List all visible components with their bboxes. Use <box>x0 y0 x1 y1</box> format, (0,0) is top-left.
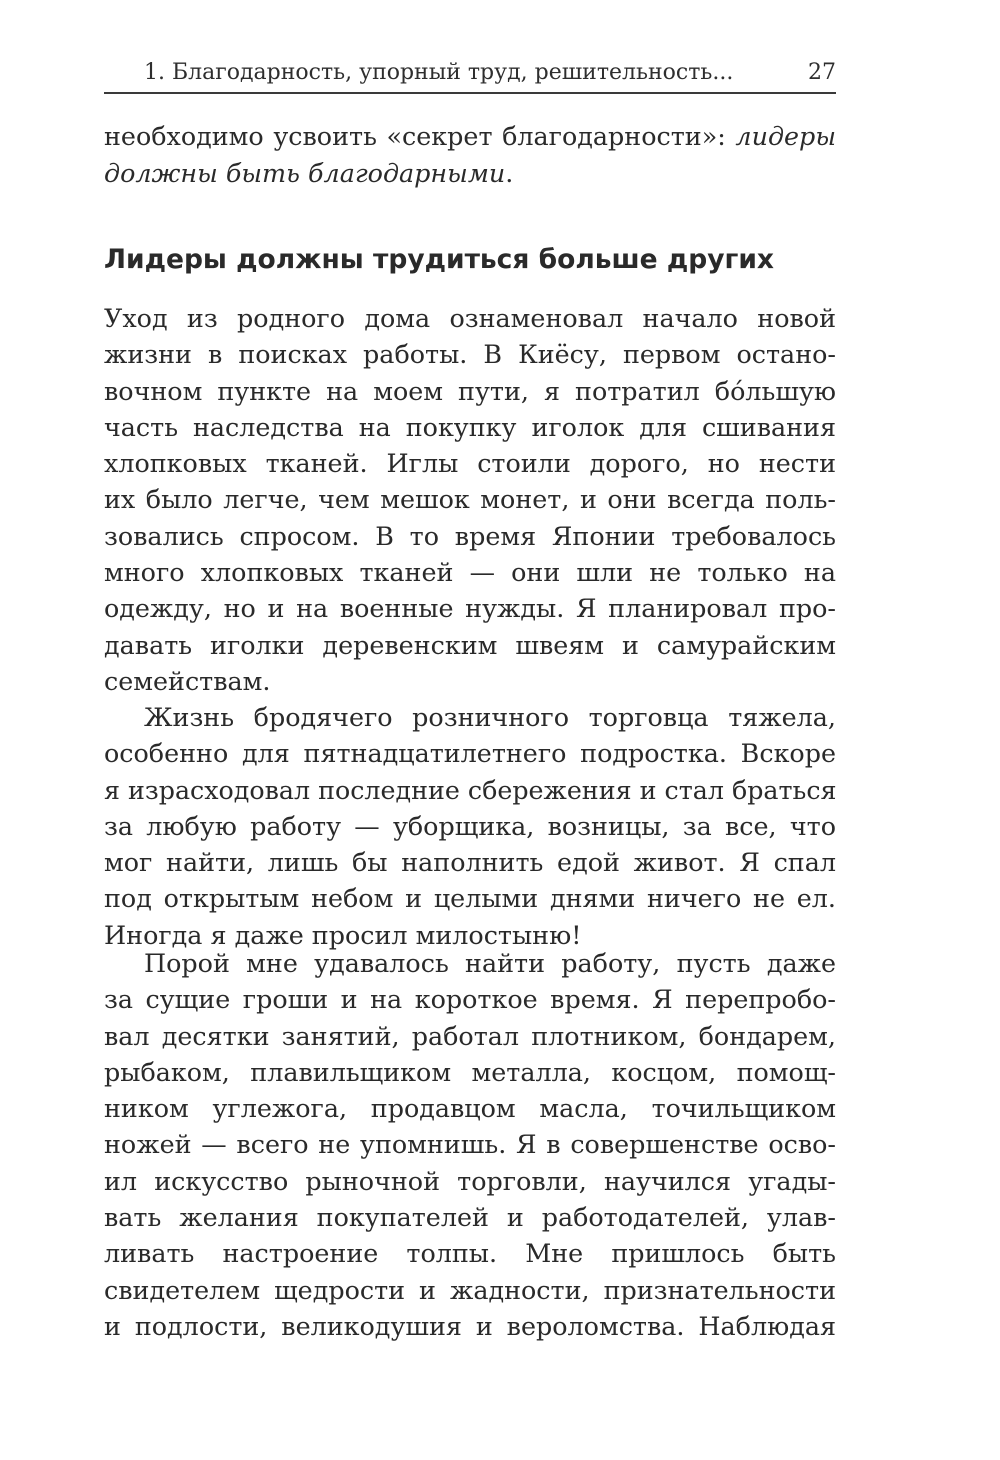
text-line: и подлости, великодушия и вероломства. Наблюдая <box>104 1310 836 1341</box>
intro-line <box>104 155 836 192</box>
text-line: жизни в поисках работы. В Киёсу, первом остано- <box>104 339 836 370</box>
text-line: Уход из родного дома ознаменовал начало новой <box>104 303 836 333</box>
text-line: рыбаком, плавильщиком металла, косцом, помощ- <box>104 1056 836 1087</box>
text-line: давать иголки деревенским швеям и самурайским <box>104 629 836 660</box>
text-line: вать желания покупателей и работодателей, улав- <box>104 1202 836 1233</box>
text-line: их было легче, чем мешок монет, и они всегда поль- <box>104 484 836 515</box>
text-line: ножей — всего не упомнишь. Я в совершенстве осво- <box>104 1129 836 1160</box>
text-line: семействам. <box>104 665 271 696</box>
text-line: вочном пункте на моем пути, я потратил бо́льшую <box>104 375 836 406</box>
paragraph-3 <box>104 945 836 1344</box>
text-line: хлопковых тканей. Иглы стоили дорого, но нести <box>104 448 836 479</box>
paragraph-1 <box>104 300 836 699</box>
text-line: вал десятки занятий, работал плотником, бондарем, <box>104 1020 836 1051</box>
section-heading: Лидеры должны трудиться больше других <box>104 244 775 275</box>
text-line: Жизнь бродячего розничного торговца тяжела, <box>144 702 836 732</box>
text-line: ил искусство рыночной торговли, научился угады- <box>104 1165 836 1196</box>
text-line: свидетелем щедрости и жадности, признательности <box>104 1274 836 1305</box>
page-number: 27 <box>808 60 836 85</box>
text-line: за любую работу — уборщика, возницы, за все, что <box>104 810 836 841</box>
intro-paragraph <box>104 118 836 192</box>
text-line: за сущие гроши и на короткое время. Я перепробо- <box>104 984 836 1015</box>
text-line: зовались спросом. В то время Японии требовалось <box>104 520 836 551</box>
intro-emphasis: лидеры <box>735 121 836 151</box>
text-line: много хлопковых тканей — они шли не только на <box>104 557 836 588</box>
text-line: мог найти, лишь бы наполнить едой живот. Я спал <box>104 847 836 878</box>
text-line: я израсходовал последние сбережения и стал браться <box>104 774 837 805</box>
intro-period: . <box>505 158 514 188</box>
intro-emphasis: должны быть благодарными <box>104 158 506 188</box>
text-line: особенно для пятнадцатилетнего подростка. Вскоре <box>104 738 836 769</box>
text-line: ником углежога, продавцом масла, точильщиком <box>104 1093 836 1124</box>
text-line: Порой мне удавалось найти работу, пусть даже <box>144 948 836 978</box>
text-line: часть наследства на покупку иголок для сшивания <box>104 411 836 442</box>
intro-line <box>104 118 836 155</box>
paragraph-2 <box>104 699 836 953</box>
intro-text: необходимо усвоить «секрет благодарности»: <box>104 121 736 151</box>
text-line: одежду, но и на военные нужды. Я планировал про- <box>104 593 836 624</box>
running-head <box>104 58 836 94</box>
text-line: Иногда я даже просил милостыню! <box>104 919 582 950</box>
text-line: под открытым небом и целыми днями ничего не ел. <box>104 883 836 914</box>
text-line: ливать настроение толпы. Мне пришлось быть <box>104 1238 836 1269</box>
running-head-title: 1. Благодарность, упорный труд, решительность... <box>144 60 734 85</box>
